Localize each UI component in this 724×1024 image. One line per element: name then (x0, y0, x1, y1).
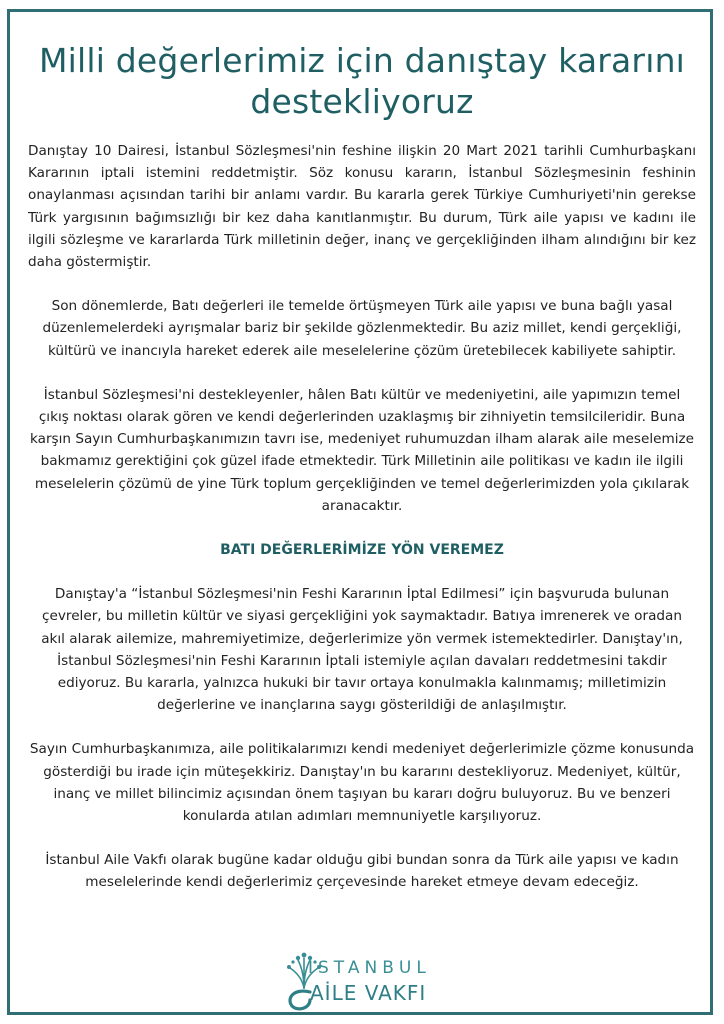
paragraph-5: Sayın Cumhurbaşkanımıza, aile politikalarımızı kendi medeniyet değerlerimizle çözme konusunda gösterdiği bu irade için müteşekkiriz. Danıştay'ın bu kararını destekliyoruz. Medeniyet, kültür, inanç ve millet bilincimiz açısından önem taşıyan bu kararı doğru buluyoruz. Bu ve benzeri konularda atılan adımları memnuniyetle karşılıyoruz. (29, 741, 695, 825)
paragraph-3: İstanbul Sözleşmesi'ni destekleyenler, hâlen Batı kültür ve medeniyetini, aile yapımızın temel çıkış noktası olarak gören ve kendi değerlerinden uzaklaşmış bir zihniyetin temsilcileridir. Buna karşın Sayın Cumhurbaşkanımızın tavrı ise, medeniyet ruhumuzdan ilham alarak aile meselemize bakmamız gerektiğini çok güzel ifade etmektedir. Türk Milletinin aile politikası ve kadın ile ilgili meselelerin çözümü de yine Türk toplum gerçekliğinden ve temel değerlerimizden yola çıkılarak aranacaktır. (29, 386, 695, 514)
paragraph-6: İstanbul Aile Vakfı olarak bugüne kadar olduğu gibi bundan sonra da Türk aile yapısı ve kadın meselelerinde kendi değerlerimiz çerçevesinde hareket etmeye devam edeceğiz. (45, 852, 679, 891)
foundation-logo (280, 948, 450, 1016)
logo-text-bottom: AİLE VAKFI (310, 981, 427, 1005)
paragraph-1: Danıştay 10 Dairesi, İstanbul Sözleşmesi'nin feshine ilişkin 20 Mart 2021 tarihli Cumhurbaşkanı Kararının iptali istemini reddetmiştir. Söz konusu kararın, İstanbul Sözleşmesinin feshinin onaylanması açısından tarihi bir anlamı vardır. Bu kararla gerek Türkiye Cumhuriyeti'nin gerekse Türk yargısının bağımsızlığı bir kez daha kanıtlanmıştır. Bu durum, Türk aile yapısı ve kadını ile ilgili sözleşme ve kararlarda Türk milletinin değer, inanç ve gerçekliğinden ilham alındığını bir kez daha göstermiştir. (28, 143, 696, 271)
logo-text-top: İSTANBUL (308, 958, 431, 978)
page-title: Milli değerlerimiz için danıştay kararını destekliyoruz (38, 41, 686, 121)
document-body (28, 140, 696, 916)
paragraph-4: Danıştay'a “İstanbul Sözleşmesi'nin Feshi Kararının İptal Edilmesi” için başvuruda bulunan çevreler, bu milletin kültür ve siyasi gerçekliğini yok saymaktadır. Batıya imrenerek ve oradan akıl alarak ailemize, mahremiyetimize, değerlerimize yön vermek istemektedirler. Danıştay'ın, İstanbul Sözleşmesi'nin Feshi Kararının İptali istemiyle açılan davaları reddetmesini takdir ediyoruz. Bu kararla, yalnızca hukuki bir tavır ortaya konulmakla kalınmamış; milletimizin değerlerine ve inançlarına saygı gösterildiği de anlaşılmıştır. (41, 586, 683, 714)
paragraph-2: Son dönemlerde, Batı değerleri ile temelde örtüşmeyen Türk aile yapısı ve buna bağlı yasal düzenlemelerdeki ayrışmalar bariz bir şekilde gözlenmektedir. Bu aziz millet, kendi gerçekliği, kültürü ve inancıyla hareket ederek aile meselelerine çözüm üretebilecek kabiliyete sahiptir. (42, 298, 682, 359)
section-heading: BATI DEĞERLERİMİZE YÖN VEREMEZ (220, 542, 504, 559)
